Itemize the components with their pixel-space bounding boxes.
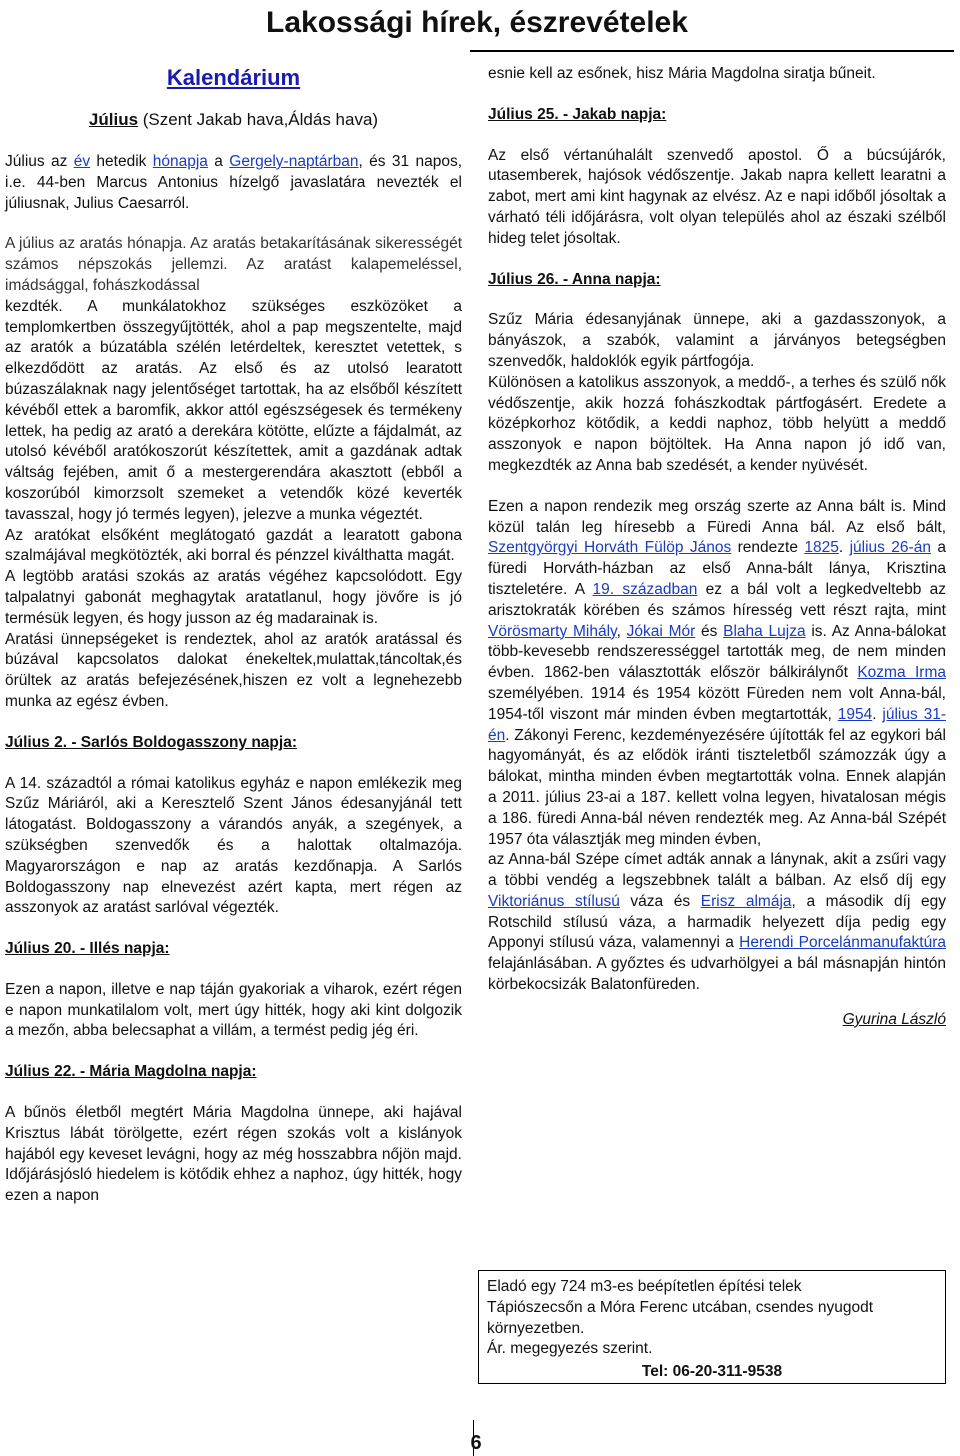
page-number: 6 <box>470 1432 482 1454</box>
anna-paragraph-2: Különösen a katolikus asszonyok, a meddő-, a terhes és szülő nők védőszentje, akik hozzá fohászkodtak pártfogásért. Eredete a középkorhoz kötődik, a keddi naphoz, több helyütt a meddő asszonyok e napon böjtöltek. Ha Anna napon jó idő van, megkezdték az Anna bab szedését, a kender nyüvését. <box>488 373 946 474</box>
link-julius-31[interactable]: július 31-én <box>488 705 947 744</box>
ball-text: és <box>695 622 724 640</box>
ball-text: rendezte <box>731 539 805 557</box>
classified-ad-box <box>478 1270 946 1384</box>
link-herendi[interactable]: Herendi Porcelánmanufaktúra <box>739 934 946 952</box>
ball-text: . Zákonyi Ferenc, kezdeményezésére újították fel az egykori bál hagyományát, és az elődök iránti tiszteletből számozzák úgy a bálokat, mintha minden évben megtartották volna. Ennek alapján a 2011. július 23-ai a 187. kellett volna legyen, hivatalosan mégis a 186. füredi Anna-bál néven rendezték meg. Az Anna-bál Szépét 1957 óta választják meg minden évben, <box>488 726 946 848</box>
intro-text: a <box>207 153 230 170</box>
page-header <box>266 4 696 42</box>
anna-paragraph-1: Szűz Mária édesanyjának ünnepe, aki a gazdasszonyok, a bányászok, a szabók, valamint a járványos betegségben szenvedők, haldoklók egyik pártfogója. <box>488 311 946 370</box>
jul2-paragraph: A 14. századtól a római katolikus egyház e napon emlékezik meg Szűz Máriáról, aki a Keresztelő Szent János édesanyjánál tett látogatást. Boldogasszony a várandós anyák, a szegények, a szükségben szenvedők és a halottak oltalmazója. Magyarországon e nap az aratás kezdőnapja. A Sarlós Boldogasszony nap elnevezést azért kapta, mert régen az asszonyok az aratást sarlóval végezték. <box>5 774 462 917</box>
harvest-paragraph: kezdték. A munkálatokhoz szükséges eszközöket a templomkertben összegyűjtötték, ahol a pap megszentelte, majd az aratók a búzatábla szélén letérdeltek, keresztet vetettek, s elkezdődött az aratás. Az első és az utolsó learatott búzaszálaknak nagy jelentőséget tartottak, ha az elsőből készített kévéből ettek a baromfik, akkor attól egészségesek és termékeny lettek, ha pedig az arató a derekára kötötte, elűzte a fájdalmát, az utolsó kévéből aratókoszorút készítettek, amit a gazdának adtak váltság fejében, amit ő a mestergerendára akasztott (ebből a koszorúból kimorzsolt szemeket a vetendők közé keverték tavasszal, hogy jó termés legyen), jelezve a munka végeztét. <box>5 297 462 523</box>
ad-phone: Tel: 06-20-311-9538 <box>641 1363 783 1381</box>
heading-jul2: Július 2. - Sarlós Boldogasszony napja: <box>5 733 297 751</box>
link-viktorianus[interactable]: Viktoriánus stílusú <box>488 892 620 910</box>
ball-text: felajánlásában. A győztes és udvarhölgyei a bál másnapján hintón körbekocsizák Balatonfüreden. <box>488 955 946 994</box>
left-column <box>5 64 462 1207</box>
harvest-paragraph-gray: A július az aratás hónapja. Az aratás betakarításának sikerességét számos népszokás jellemzi. Az aratást kalapemeléssel, imádsággal, fohászkodással <box>5 235 462 294</box>
link-kozma-irma[interactable]: Kozma Irma <box>857 664 946 682</box>
intro-paragraph <box>5 152 462 214</box>
ball-text: az Anna-bál Szépe címet adták annak a lánynak, akit a zsűri vagy a többi vendég a legszebbnek talált a bálban. Az első díj egy <box>488 851 946 890</box>
jul25-paragraph: Az első vértanúhalált szenvedő apostol. Ő a búcsújárók, utasemberek, hajósok védőszentje. Jakab napra kellett learatni a zabot, mert ami kint hagynak az elvész. Az e napi időből jósoltak a várható téli időjárásra, volt olyan település ahol az északi szélből hideg telet jósoltak. <box>488 146 946 247</box>
link-19-szazad[interactable]: 19. században <box>592 580 698 598</box>
ad-line-2: Tápiószecsőn a Móra Ferenc utcában, csendes nyugodt környezetben. <box>487 1298 874 1337</box>
intro-text: , és 31 napos, i.e. 44-ben Marcus Antonius hízelgő javaslatára nevezték el júliusnak, Julius Caesarról. <box>5 153 463 212</box>
month-line <box>5 108 462 132</box>
link-erisz-almaja[interactable]: Erisz almája <box>700 892 792 910</box>
ball-text: a füredi Horváth-házban az első Anna-bált lánya, Krisztina tiszteletére. A <box>488 539 946 598</box>
ad-line-3: Ár. megegyezés szerint. <box>487 1340 653 1358</box>
anna-ball-paragraph-2 <box>488 850 946 996</box>
ball-text: személyében. 1914 és 1954 között Füreden nem volt Anna-bál, 1954-től viszont már minden évben megtartották, <box>488 684 946 723</box>
page-title: Lakossági hírek, észrevételek <box>266 6 688 39</box>
month-name: Július <box>88 110 139 129</box>
ball-text: ez a bál volt a legkedveltebb az arisztokraták körében és számos híresség vett részt rajta, mint <box>488 580 947 619</box>
continuation-paragraph: esnie kell az esőnek, hisz Mária Magdolna siratja bűneit. <box>488 65 876 82</box>
jul20-paragraph: Ezen a napon, illetve e nap táján gyakoriak a viharok, ezért régen e napon munkatilalom volt, mert úgy hitték, hogy aki kint dolgozik a mezőn, abba belecsaphat a villám, a termést pedig jég éri. <box>5 980 462 1040</box>
ball-text: váza és <box>619 892 701 910</box>
link-honapja[interactable]: hónapja <box>152 153 208 170</box>
header-rule <box>470 50 954 52</box>
ball-text: Ezen a napon rendezik meg ország szerte az Anna bált is. Mind közül talán leg híresebb a Füredi Anna bál. Az első bált, <box>488 497 946 536</box>
month-subtitle: (Szent Jakab hava,Áldás hava) <box>138 110 379 129</box>
ball-text: is. Az Anna-bálokat több-kevesebb rendszerességgel tartották meg, de nem minden évben. 1862-ben választották először bálkirálynőt <box>488 622 947 682</box>
link-1954[interactable]: 1954 <box>837 705 873 723</box>
intro-text: Július az <box>5 153 74 170</box>
intro-text: hetedik <box>90 153 153 170</box>
link-blaha[interactable]: Blaha Lujza <box>723 622 806 640</box>
section-title: Kalendárium <box>166 65 301 90</box>
right-column <box>488 64 946 1031</box>
link-1825[interactable]: 1825 <box>804 539 839 557</box>
jul22-paragraph: A bűnös életből megtért Mária Magdolna ünnepe, aki hajával Krisztus lábát törölgette, ezért régen szokás volt a kislányok hajából egy keveset levágni, hogy az még hosszabbra nőjön majd. Időjárásjósló hiedelem is kötődik ehhez a naphoz, úgy hitték, hogy ezen a napon <box>5 1104 462 1205</box>
link-jokai[interactable]: Jókai Mór <box>626 622 696 640</box>
link-ev[interactable]: év <box>73 153 91 170</box>
link-julius-26[interactable]: július 26-án <box>849 539 931 557</box>
author-signature: Gyurina László <box>842 1010 946 1028</box>
visit-paragraph: Az aratókat elsőként meglátogató gazdát a learatott gabona szalmájával megkötözték, aki borral és pénzzel kiválthatta magát. <box>5 526 462 565</box>
heading-jul25: Július 25. - Jakab napja: <box>488 105 667 123</box>
ad-line-1: Eladó egy 724 m3-es beépítetlen építési telek <box>487 1278 802 1295</box>
link-horvath-fulop[interactable]: Szentgyörgyi Horváth Fülöp János <box>488 539 732 557</box>
customs-paragraph: A legtöbb aratási szokás az aratás végéhez kapcsolódott. Egy talpalatnyi gabonát meghagytak aratatlanul, hogy jövőre is jó termésük legyen, és hogy jusson az ég madarainak is. <box>5 568 462 627</box>
link-vorosmarty[interactable]: Vörösmarty Mihály <box>488 622 617 640</box>
ball-text: . <box>872 705 883 723</box>
ball-text: , a második díj egy Rotschild stílusú váza, a harmadik helyezett díja pedig egy Apponyi stílusú váza, valamennyi a <box>488 892 946 952</box>
ball-text: , <box>616 622 627 640</box>
heading-jul22: Július 22. - Mária Magdolna napja: <box>5 1063 257 1081</box>
ball-text: . <box>838 539 850 557</box>
festival-paragraph: Aratási ünnepségeket is rendeztek, ahol az aratók aratással és búzával kapcsolatos dalokat énekeltek,mulattak,táncoltak,és örültek az aratás befejezésének,hiszen ez volt a legnehezebb munka az egész évben. <box>5 630 462 710</box>
heading-jul26: Július 26. - Anna napja: <box>488 270 661 288</box>
link-gergely-naptar[interactable]: Gergely-naptárban <box>229 153 359 170</box>
anna-ball-paragraph <box>488 497 946 851</box>
heading-jul20: Július 20. - Illés napja: <box>5 940 170 958</box>
